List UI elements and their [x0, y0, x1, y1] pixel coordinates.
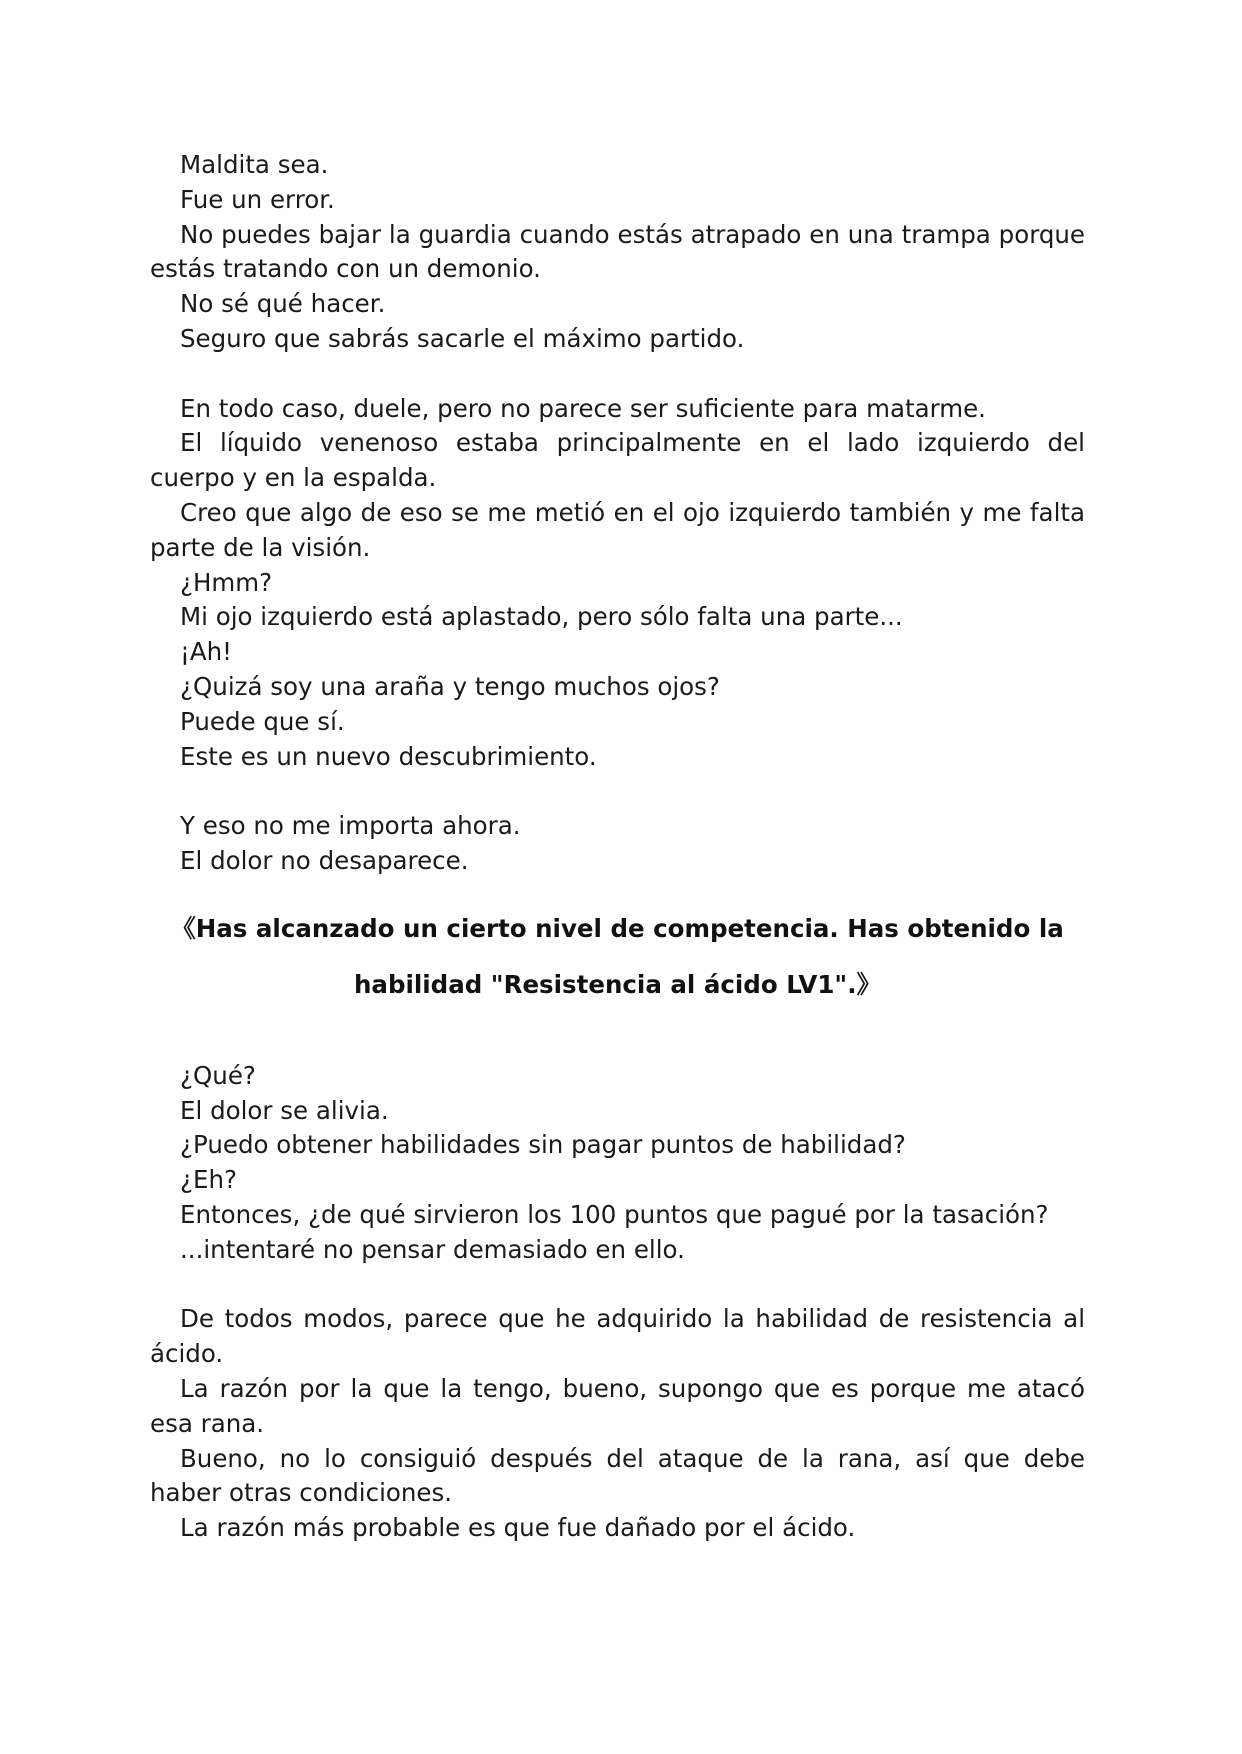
paragraph: De todos modos, parece que he adquirido la habilidad de resistencia al ácido.	[150, 1304, 1085, 1369]
paragraph: El dolor no desaparece.	[180, 845, 469, 875]
blank-line	[150, 1268, 1085, 1303]
paragraph: No sé qué hacer.	[180, 289, 386, 319]
paragraph: ¿Puedo obtener habilidades sin pagar puntos de habilidad?	[180, 1130, 906, 1160]
paragraph: ¿Hmm?	[180, 567, 273, 597]
paragraph: Creo que algo de eso se me metió en el ojo izquierdo también y me falta parte de la visión.	[150, 497, 1085, 562]
paragraph: En todo caso, duele, pero no parece ser suficiente para matarme.	[180, 393, 986, 423]
blank-line	[150, 774, 1085, 809]
paragraph: ¿Eh?	[180, 1165, 238, 1195]
blank-line	[150, 1013, 1085, 1059]
document-page	[150, 148, 1085, 1546]
paragraph-group-2	[150, 392, 1085, 775]
paragraph: Fue un error.	[180, 184, 335, 214]
paragraph: Bueno, no lo consiguió después del ataque de la rana, así que debe haber otras condiciones.	[150, 1443, 1085, 1508]
paragraph: El dolor se alivia.	[180, 1095, 389, 1125]
paragraph: Este es un nuevo descubrimiento.	[180, 741, 597, 771]
paragraph-group-5	[150, 1302, 1085, 1546]
paragraph: ¡Ah!	[180, 637, 232, 667]
paragraph: No puedes bajar la guardia cuando estás atrapado en una trampa porque estás tratando con un demonio.	[150, 219, 1085, 284]
skill-notice: 《Has alcanzado un cierto nivel de competencia. Has obtenido la habilidad "Resistencia al ácido LV1".》	[171, 913, 1064, 999]
paragraph: Maldita sea.	[180, 150, 329, 179]
paragraph: Puede que sí.	[180, 706, 345, 736]
paragraph: Y eso no me importa ahora.	[180, 811, 521, 841]
paragraph: ¿Quizá soy una araña y tengo muchos ojos?	[180, 671, 720, 701]
blank-line	[150, 357, 1085, 392]
paragraph: Seguro que sabrás sacarle el máximo partido.	[180, 323, 745, 353]
paragraph-group-1	[150, 148, 1085, 357]
paragraph: Entonces, ¿de qué sirvieron los 100 puntos que pagué por la tasación?	[180, 1199, 1049, 1229]
paragraph: Mi ojo izquierdo está aplastado, pero sólo falta una parte...	[180, 602, 903, 632]
paragraph-group-4	[150, 1059, 1085, 1268]
paragraph: ...intentaré no pensar demasiado en ello.	[180, 1234, 685, 1264]
paragraph: La razón por la que la tengo, bueno, supongo que es porque me atacó esa rana.	[150, 1373, 1085, 1438]
paragraph-group-3	[150, 809, 1085, 879]
paragraph: ¿Qué?	[180, 1060, 256, 1090]
paragraph: La razón más probable es que fue dañado por el ácido.	[180, 1513, 856, 1543]
paragraph: El líquido venenoso estaba principalmente en el lado izquierdo del cuerpo y en la espalda.	[150, 428, 1085, 493]
